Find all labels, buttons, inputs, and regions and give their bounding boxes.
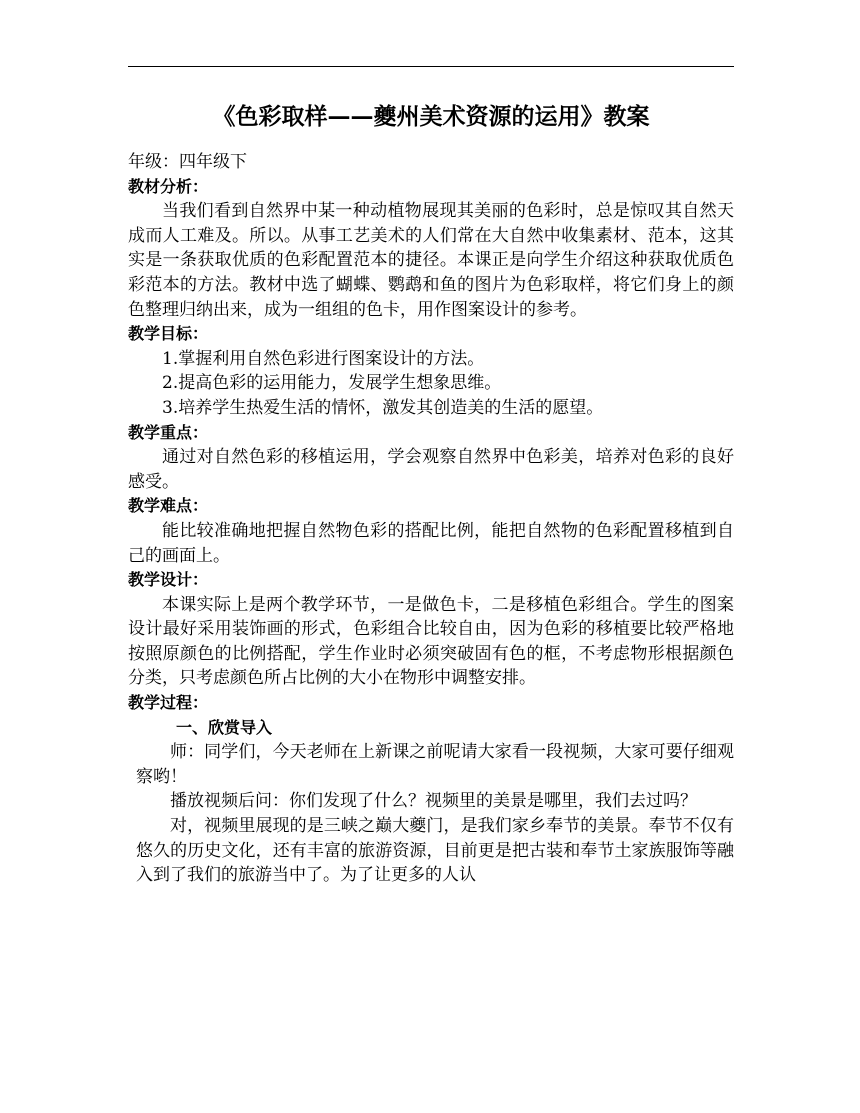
step1-heading: 一、欣赏导入 <box>176 717 273 737</box>
goal-item: 1.掌握利用自然色彩进行图案设计的方法。 <box>162 348 485 369</box>
material-paragraph: 当我们看到自然界中某一种动植物展现其美丽的色彩时，总是惊叹其自然天成而人工难及。所以。从事工艺美术的人们常在大自然中收集素材、范本，这其实是一条获取优质的色彩配置范本的捷径。本课正是向学生介绍这种获取优质色彩范本的方法。教材中选了蝴蝶、鹦鹉和鱼的图片为色彩取样，将它们身上的颜色整理归纳出来，成为一组组的色卡，用作图案设计的参考。 <box>128 201 734 320</box>
goals-heading: 教学目标： <box>128 324 209 344</box>
design-heading: 教学设计： <box>128 570 209 590</box>
goal-item: 3.培养学生热爱生活的情怀，激发其创造美的生活的愿望。 <box>162 397 604 418</box>
goal-item: 2.提高色彩的运用能力，发展学生想象思维。 <box>162 373 502 394</box>
design-paragraph: 本课实际上是两个教学环节，一是做色卡，二是移植色彩组合。学生的图案设计最好采用装饰画的形式，色彩组合比较自由，因为色彩的移植要比较严格地按照原颜色的比例搭配，学生作业时必须突破固有色的框，不考虑物形根据颜色分类，只考虑颜色所占比例的大小在物形中调整安排。 <box>128 594 734 689</box>
material-heading: 教材分析： <box>128 176 209 196</box>
document-body <box>128 150 734 888</box>
difficulty-paragraph: 能比较准确地把握自然物色彩的搭配比例，能把自然物的色彩配置移植到自己的画面上。 <box>128 520 734 566</box>
difficulty-heading: 教学难点： <box>128 496 209 516</box>
dialogue-paragraph: 师：同学们，今天老师在上新课之前呢请大家看一段视频，大家可要仔细观察哟！ <box>136 742 734 787</box>
key-heading: 教学重点： <box>128 422 209 442</box>
header-rule <box>128 66 734 67</box>
process-heading: 教学过程： <box>128 693 209 713</box>
dialogue-paragraph: 播放视频后问：你们发现了什么？视频里的美景是哪里，我们去过吗？ <box>170 791 697 812</box>
dialogue-paragraph: 对，视频里展现的是三峡之巅大夔门，是我们家乡奉节的美景。奉节不仅有悠久的历史文化，还有丰富的旅游资源，目前更是把古装和奉节土家族服饰等融入到了我们的旅游当中了。为了让更多的人认 <box>136 816 734 886</box>
grade-line: 年级：四年级下 <box>128 152 247 172</box>
document-title: 《色彩取样——夔州美术资源的运用》教案 <box>212 103 650 130</box>
key-paragraph: 通过对自然色彩的移植运用，学会观察自然界中色彩美，培养对色彩的良好感受。 <box>128 447 734 492</box>
